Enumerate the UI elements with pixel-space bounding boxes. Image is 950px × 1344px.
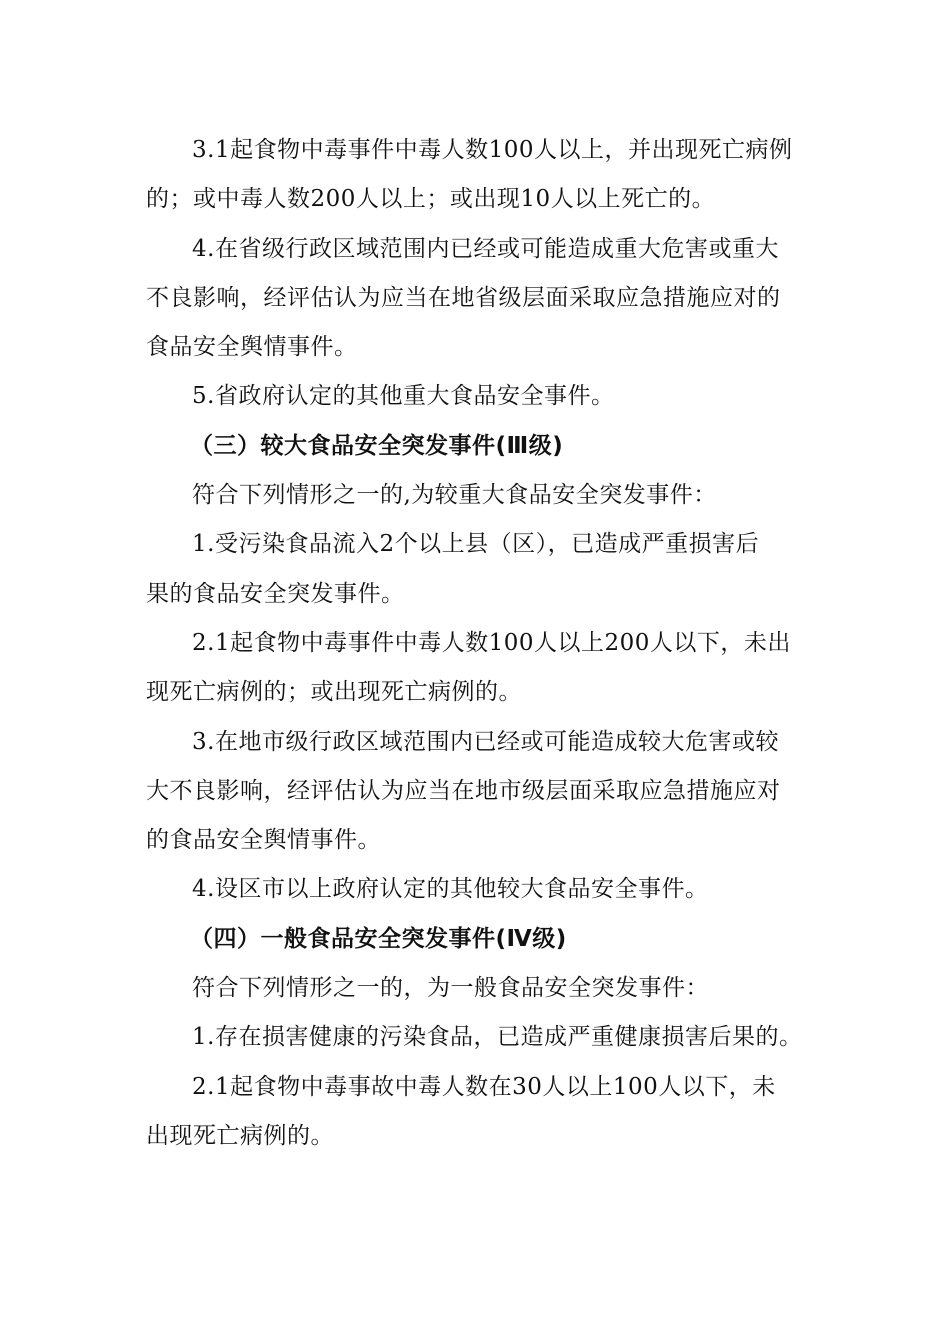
paragraph-line: 不良影响，经评估认为应当在地省级层面采取应急措施应对的 [146,284,781,311]
paragraph-line: 4.设区市以上政府认定的其他较大食品安全事件。 [192,876,709,903]
paragraph-line: 2.1起食物中毒事故中毒人数在30人以上100人以下，未 [192,1073,776,1100]
paragraph-line: 现死亡病例的；或出现死亡病例的。 [146,679,522,706]
paragraph-line: 果的食品安全突发事件。 [146,580,405,607]
paragraph-line: 3.1起食物中毒事件中毒人数100人以上，并出现死亡病例 [192,137,793,163]
paragraph-line: 食品安全舆情事件。 [146,334,358,361]
paragraph-line: 大不良影响，经评估认为应当在地市级层面采取应急措施应对 [146,777,781,804]
paragraph-line: 1.存在损害健康的污染食品，已造成严重健康损害后果的。 [192,1024,803,1051]
paragraph-line: 4.在省级行政区域范围内已经或可能造成重大危害或重大 [192,235,779,262]
paragraph-line: 1.受污染食品流入2个以上县（区），已造成严重损害后 [192,531,760,558]
paragraph-line: 符合下列情形之一的,为较重大食品安全突发事件： [192,482,717,509]
document-page [146,126,806,1161]
paragraph-line: 出现死亡病例的。 [146,1122,334,1149]
paragraph-line: 2.1起食物中毒事件中毒人数100人以上200人以下，未出 [192,629,791,656]
section-heading: （四）一般食品安全突发事件(Ⅳ级) [190,925,567,952]
section-heading: （三）较大食品安全突发事件(Ⅲ级) [190,432,564,459]
paragraph-line: 5.省政府认定的其他重大食品安全事件。 [192,383,615,410]
paragraph-line: 的食品安全舆情事件。 [146,827,381,854]
paragraph-line: 的；或中毒人数200人以上；或出现10人以上死亡的。 [146,186,716,213]
paragraph-line: 3.在地市级行政区域范围内已经或可能造成较大危害或较 [192,728,779,755]
paragraph-line: 符合下列情形之一的，为一般食品安全突发事件： [192,975,709,1002]
